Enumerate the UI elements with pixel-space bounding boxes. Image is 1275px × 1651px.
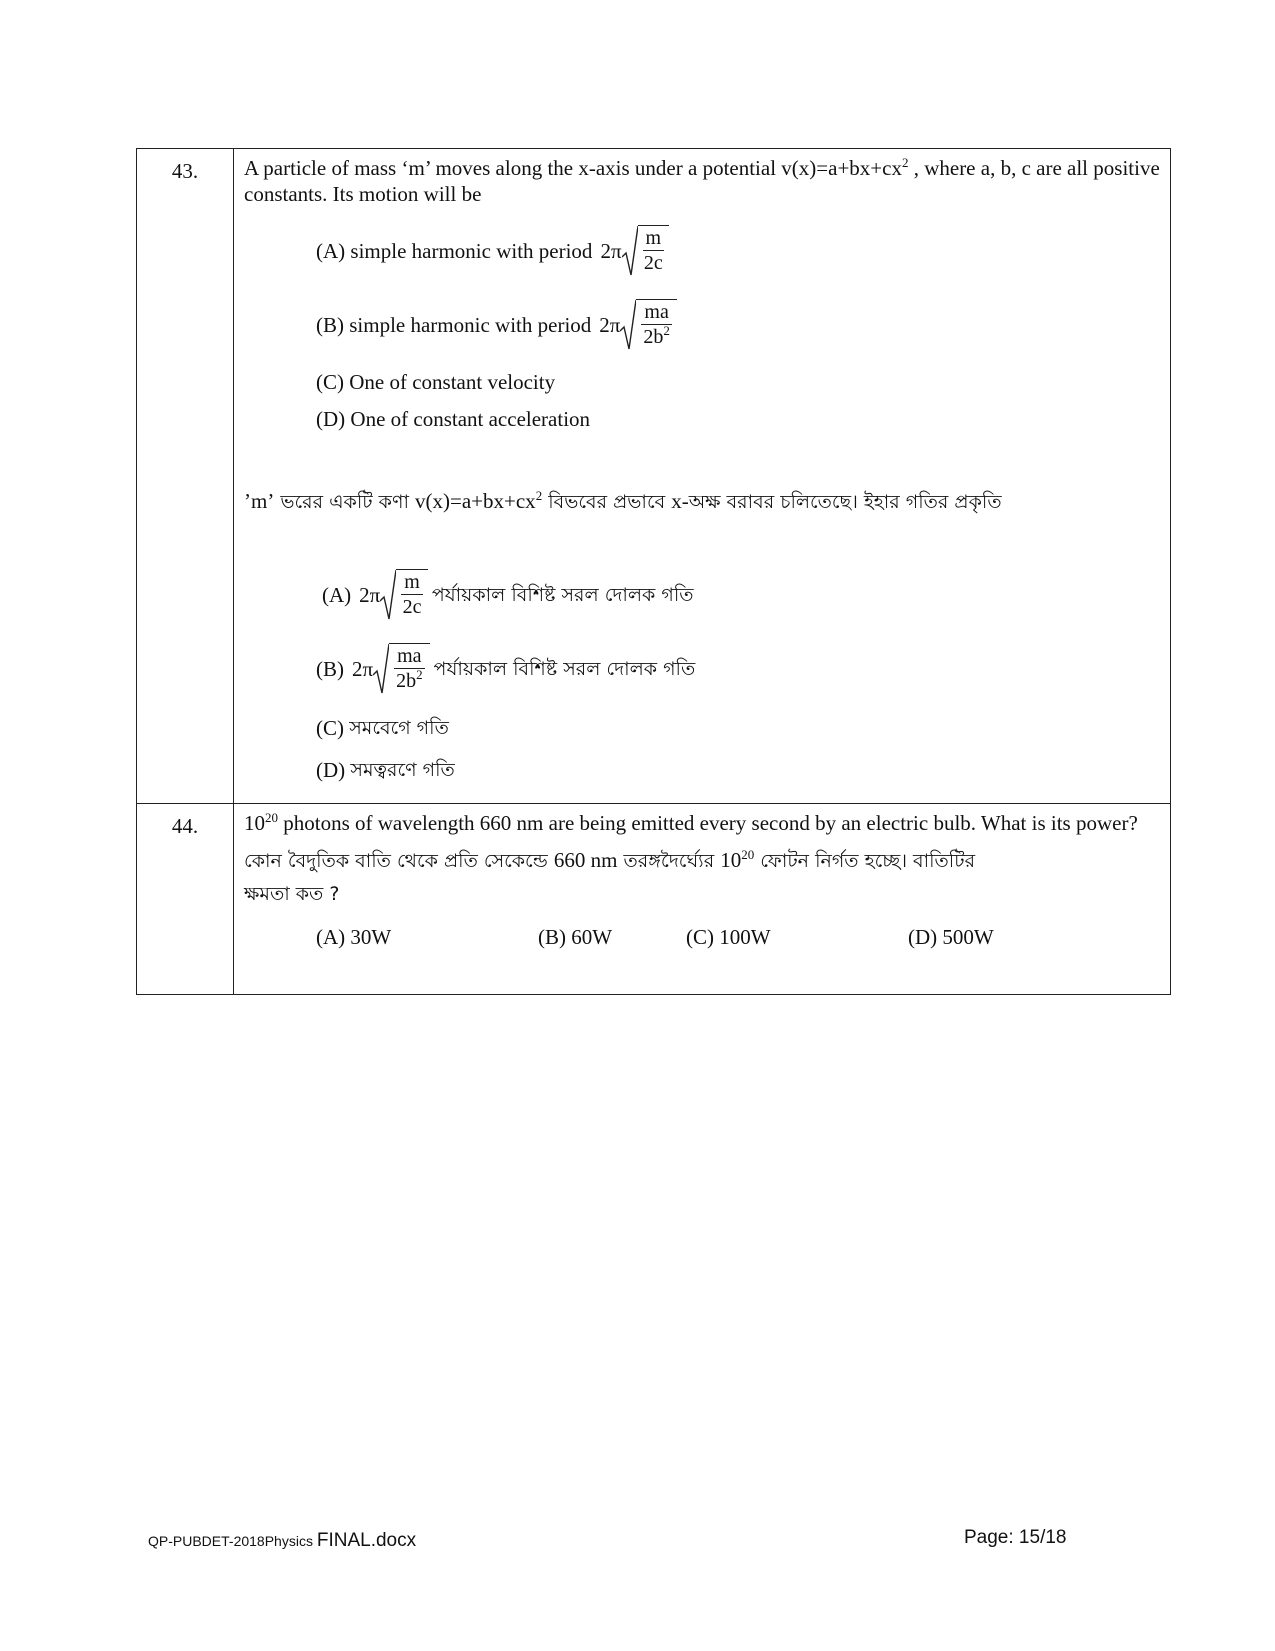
question-body [234, 149, 1171, 804]
question-number: 43. [137, 149, 234, 804]
option-b-bengali: (B) 2π $\frac{ma}{2b^2}$ পর্যায়কাল বিশিষ্ট সরল দোলক গতি [316, 639, 1160, 699]
sqrt-icon [380, 569, 396, 621]
option-c-english: (C) One of constant velocity [316, 370, 556, 394]
option-d: (D) 500W [908, 925, 994, 949]
question-table [136, 148, 1171, 995]
option-d-bengali: (D) সমত্বরণে গতি [316, 758, 455, 782]
question-stem-english: A particle of mass ‘m’ moves along the x-axis under a potential $v(x)=a+bx+cx^2$ , where a, b, c are all positive constants. Its motion will be [244, 155, 1160, 206]
question-stem-bengali: কোন বৈদুতিক বাতি থেকে প্রতি সেকেন্ডে 660 nm তরঙ্গদৈর্ঘ্যের $10^{20}$ ফোটন নির্গত হচ্ছে। বাতিটির ক্ষমতা কত ? [244, 847, 976, 905]
question-stem-english: $10^{20}$ photons of wavelength 660 nm are being emitted every second by an electric bulb. What is its power? [244, 810, 1138, 835]
answer-options [316, 922, 1160, 952]
footer-filename: QP-PUBDET-2018Physics FINAL.docx [148, 1530, 417, 1551]
option-a-bengali: (A) 2π $\frac{m}{2c}$ পর্যায়কাল বিশিষ্ট সরল দোলক গতি [322, 565, 1160, 625]
question-stem-bengali: ’m’ ভরের একটি কণা $v(x)=a+bx+cx^2$ বিভবের প্রভাবে x-অক্ষ বরাবর চলিতেছে। ইহার গতির প্রকৃতি [244, 488, 1002, 513]
question-body [234, 804, 1171, 995]
period-formula: 2π $\frac{ma}{2b^2}$ [599, 299, 677, 351]
option-b-english: (B) simple harmonic with period 2π $\frac{ma}{2b^2}$ [316, 295, 1160, 355]
sqrt-icon [622, 225, 638, 277]
period-formula: 2π $\frac{m}{2c}$ [600, 225, 669, 277]
question-number: 44. [137, 804, 234, 995]
option-c: (C) 100W [686, 925, 771, 949]
option-b: (B) 60W [538, 925, 613, 949]
sqrt-icon [373, 643, 389, 695]
period-formula: 2π $\frac{m}{2c}$ [359, 569, 428, 621]
option-a-english: (A) simple harmonic with period 2π $\frac{m}{2c}$ [316, 221, 1160, 281]
sqrt-icon [620, 299, 636, 351]
option-c-bengali: (C) সমবেগে গতি [316, 716, 449, 740]
period-formula: 2π $\frac{ma}{2b^2}$ [352, 643, 430, 695]
page-number: Page: 15/18 [964, 1527, 1067, 1548]
option-d-english: (D) One of constant acceleration [316, 407, 591, 431]
option-a: (A) 30W [316, 925, 392, 949]
question-row-43 [137, 149, 1171, 804]
question-row-44 [137, 804, 1171, 995]
